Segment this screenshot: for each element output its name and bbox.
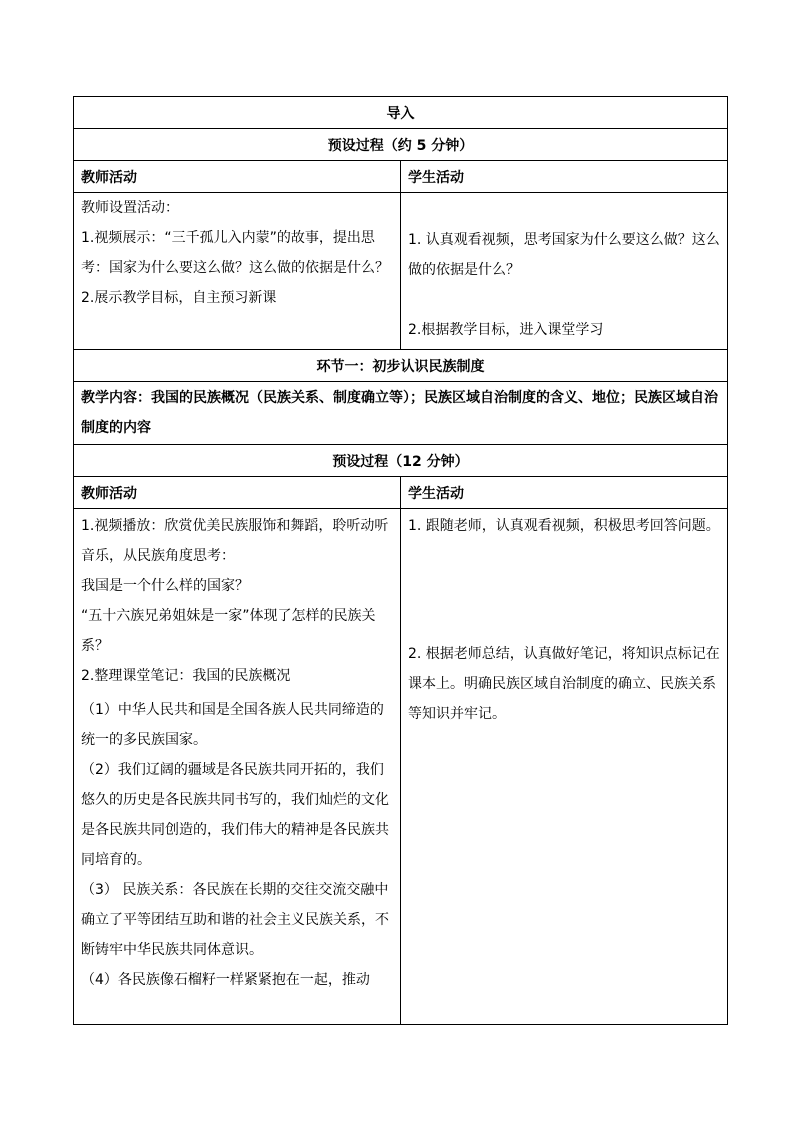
intro-student-line: 2.根据教学目标，进入课堂学习 [408,322,604,338]
teacher-line: 2.整理课堂笔记：我国的民族概况 [81,668,291,684]
teacher-line: “五十六族兄弟姐妹是一家”体现了怎样的民族关系？ [81,608,376,654]
intro-student-line: 1. 认真观看视频，思考国家为什么要这么做？这么做的依据是什么？ [408,232,720,278]
section-one-process-title: 预设过程（12 分钟） [74,445,728,477]
teaching-content: 教学内容：我国的民族概况（民族关系、制度确立等）；民族区域自治制度的含义、地位；民族区域自治制度的内容 [81,390,718,436]
section-one-student-header: 学生活动 [401,477,728,509]
teacher-line: （4）各民族像石榴籽一样紧紧抱在一起，推动 [81,972,370,988]
intro-title: 导入 [74,97,728,129]
intro-student-activity [401,193,728,350]
lesson-plan-table [73,96,728,1025]
intro-student-header: 学生活动 [401,161,728,193]
intro-teacher-line: 教师设置活动： [81,200,179,216]
teacher-line: 我国是一个什么样的国家？ [81,578,249,594]
student-line: 1. 跟随老师，认真观看视频，积极思考回答问题。 [408,518,720,534]
section-one-student-activity [401,509,728,1025]
student-line: 2. 根据老师总结，认真做好笔记，将知识点标记在课本上。明确民族区域自治制度的确立、民族关系等知识并牢记。 [408,646,720,722]
teacher-line: （1）中华人民共和国是全国各族人民共同缔造的统一的多民族国家。 [81,702,384,748]
teacher-line: （2）我们辽阔的疆域是各民族共同开拓的，我们悠久的历史是各民族共同书写的，我们灿烂的文化是各民族共同创造的，我们伟大的精神是各民族共同培育的。 [81,762,389,868]
section-one-content [74,382,728,445]
teacher-line: 1.视频播放：欣赏优美民族服饰和舞蹈，聆听动听音乐，从民族角度思考： [81,518,389,564]
intro-teacher-header: 教师活动 [74,161,401,193]
section-one-title: 环节一：初步认识民族制度 [74,350,728,382]
section-one-teacher-activity [74,509,401,1025]
intro-teacher-line: 2.展示教学目标，自主预习新课 [81,290,277,306]
teacher-line: （3） 民族关系：各民族在长期的交往交流交融中确立了平等团结互助和谐的社会主义民族关系，不断铸牢中华民族共同体意识。 [81,882,389,958]
intro-teacher-line: 1.视频展示：“三千孤儿入内蒙”的故事，提出思考：国家为什么要这么做？这么做的依据是什么？ [81,230,389,276]
intro-process-title: 预设过程（约 5 分钟） [74,129,728,161]
section-one-teacher-header: 教师活动 [74,477,401,509]
intro-teacher-activity [74,193,401,350]
